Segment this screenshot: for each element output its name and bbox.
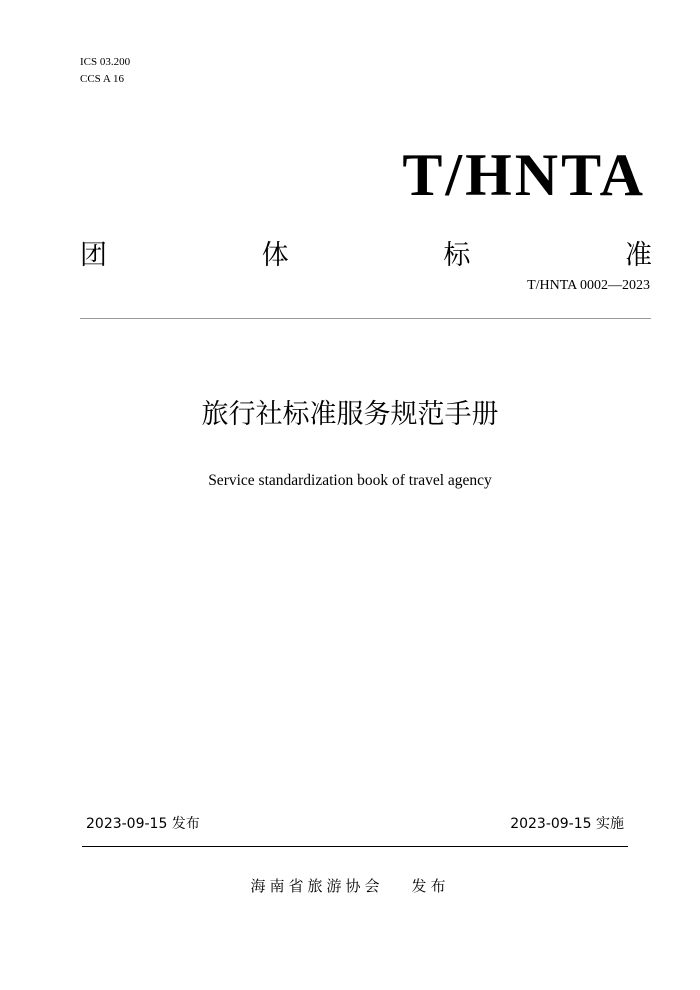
standard-type-char-1: 团 bbox=[80, 240, 107, 271]
publisher-line bbox=[0, 876, 700, 896]
document-subtitle-english: Service standardization book of travel agency bbox=[208, 472, 492, 489]
document-title: 旅行社标准服务规范手册 bbox=[201, 399, 499, 430]
standard-type-heading bbox=[80, 236, 652, 276]
standard-type-char-2: 体 bbox=[261, 240, 289, 271]
header-divider bbox=[80, 318, 651, 319]
organization-logo-text: T/HNTA bbox=[402, 142, 646, 208]
ccs-code: CCS A 16 bbox=[80, 73, 125, 85]
standard-type-char-4: 准 bbox=[624, 240, 652, 271]
standard-number: T/HNTA 0002—2023 bbox=[527, 278, 650, 293]
issue-date: 2023-09-15 发布 bbox=[86, 816, 200, 832]
ics-code: ICS 03.200 bbox=[80, 56, 131, 68]
publisher-name: 海南省旅游协会 bbox=[250, 877, 384, 895]
standard-type-char-3: 标 bbox=[443, 240, 471, 271]
implementation-date: 2023-09-15 实施 bbox=[510, 816, 624, 832]
footer-divider bbox=[82, 846, 628, 847]
publish-word: 发布 bbox=[411, 877, 450, 895]
